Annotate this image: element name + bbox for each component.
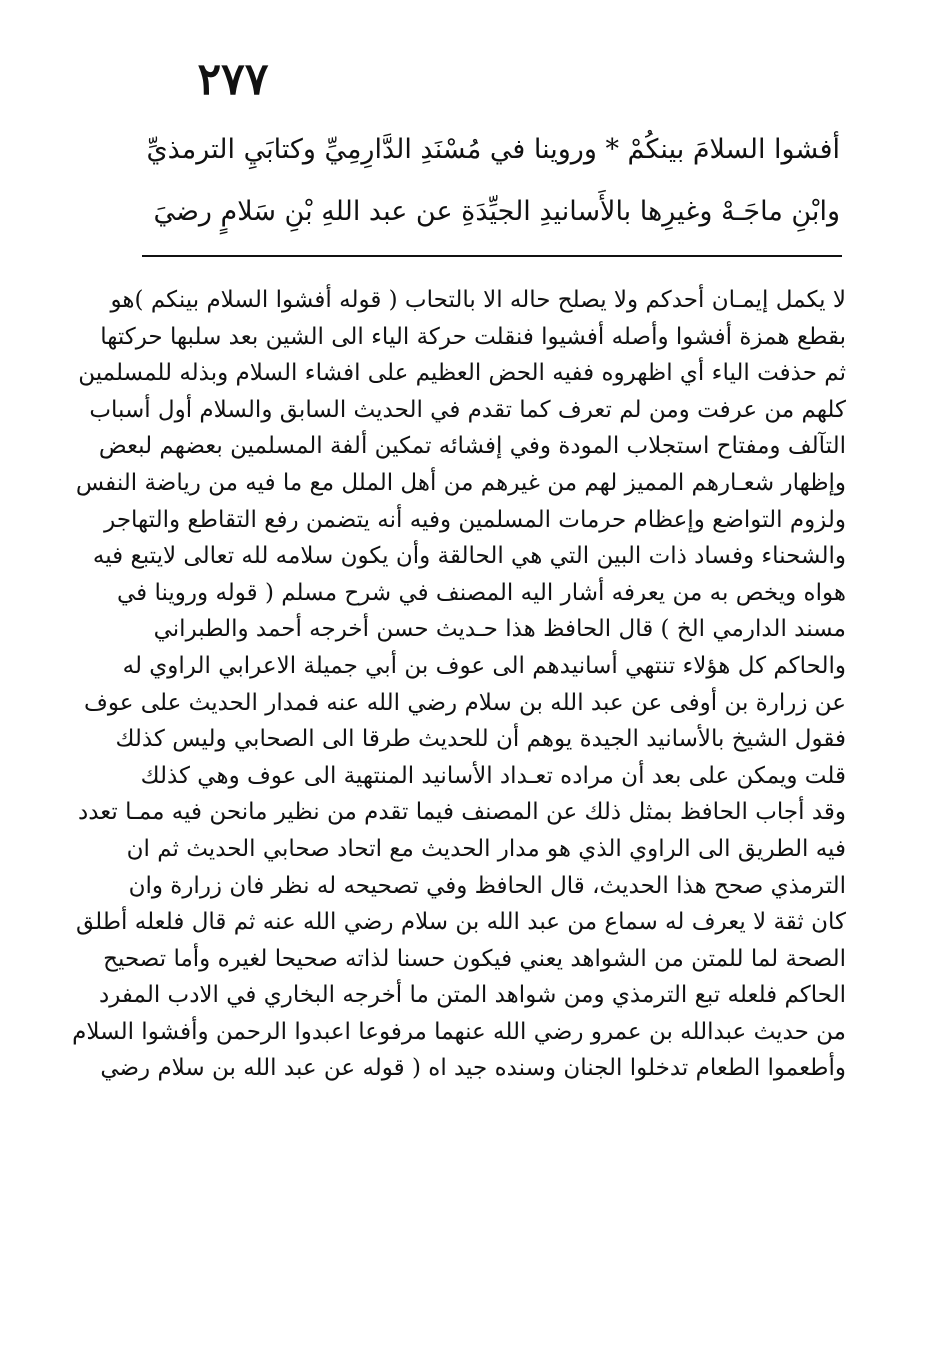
commentary-line: هواه ويخص به من يعرفه أشار اليه المصنف في شرح مسلم ( قوله وروينا في <box>116 579 846 606</box>
commentary-line: من حديث عبدالله بن عمرو رضي الله عنهما مرفوعا اعبدوا الرحمن وأفشوا السلام <box>72 1018 846 1045</box>
commentary-line: كلهم من عرفت ومن لم تعرف كما تقدم في الحديث السابق والسلام أول أسباب <box>89 396 846 423</box>
commentary-line: ثم حذفت الياء أي اظهروه ففيه الحض العظيم على افشاء السلام وبذله للمسلمين <box>78 360 846 387</box>
commentary-line: كان ثقة لا يعرف له سماع من عبد الله بن سلام رضي الله عنه ثم قال فلعله أطلق <box>75 909 846 936</box>
commentary-line: لا يكمل إيمـان أحدكم ولا يصلح حاله الا بالتحاب ( قوله أفشوا السلام بينكم )هو <box>110 287 846 313</box>
commentary-line: التآلف ومفتاح استجلاب المودة وفي إفشائه تمكين ألفة المسلمين بعضهم لبعض <box>98 433 846 460</box>
matn-line: وابْنِ ماجَـهْ وغيرِها بالأَسانيدِ الجيِّدَةِ عن عبد اللهِ بْنِ سَلامٍ رضيَ <box>153 196 840 227</box>
commentary-line: فقول الشيخ بالأسانيد الجيدة يوهم أن للحديث طرقا الى الصحابي وليس كذلك <box>115 726 846 753</box>
commentary-line: قلت ويمكن على بعد أن مراده تعـداد الأسانيد المنتهية الى عوف وهي كذلك <box>140 762 846 789</box>
commentary-line: فيه الطريق الى الراوي الذي هو مدار الحديث مع اتحاد صحابي الحديث ثم ان <box>126 835 846 862</box>
commentary-line: مسند الدارمي الخ ) قال الحافظ هذا حـديث حسن أخرجه أحمد والطبراني <box>153 616 846 643</box>
commentary-line: الترمذي صحح هذا الحديث، قال الحافظ وفي تصحيحه له نظر فان زرارة وان <box>128 872 846 899</box>
commentary-line: بقطع همزة أفشوا وأصله أفشيوا فنقلت حركة الياء الى الشين بعد سلبها حركتها <box>100 323 846 350</box>
commentary-line: ولزوم التواضع وإعظام حرمات المسلمين وفيه أنه يتضمن رفع التقاطع والتهاجر <box>104 506 846 533</box>
commentary-line: والشحناء وفساد ذات البين التي هي الحالقة وأن يكون سلامه لله تعالى لايتبع فيه <box>92 543 846 570</box>
commentary-line: وإظهار شعـارهم المميز لهم من غيرهم من أهل الملل مع ما فيه من رياضة النفس <box>75 469 846 496</box>
commentary-line: والحاكم كل هؤلاء تنتهي أسانيدهم الى عوف بن أبي جميلة الاعرابي الراوي له <box>122 652 846 679</box>
commentary-line: الحاكم فلعله تبع الترمذي ومن شواهد المتن ما أخرجه البخاري في الادب المفرد <box>98 982 846 1009</box>
commentary-line: وقد أجاب الحافظ بمثل ذلك عن المصنف فيما تقدم من نظير مانحن فيه ممـا تعدد <box>77 799 846 826</box>
commentary-line: عن زرارة بن أوفى عن عبد الله بن سلام رضي الله عنه فمدار الحديث على عوف <box>84 689 846 716</box>
matn-line: أفشوا السلامَ بينكُمْ * وروينا في مُسْنَدِ الدَّارِمِيِّ وكتابَيِ الترمذيِّ <box>146 134 840 165</box>
commentary-block <box>72 282 846 1087</box>
commentary-line: وأطعموا الطعام تدخلوا الجنان وسنده جيد اه ( قوله عن عبد الله بن سلام رضي <box>100 1055 846 1082</box>
commentary-line: الصحة لما للمتن من الشواهد يعني فيكون حسنا لذاته صحيحا لغيره وأما تصحيح <box>103 945 846 972</box>
section-divider <box>142 255 842 257</box>
page-number: ٢٧٧ <box>197 54 269 105</box>
